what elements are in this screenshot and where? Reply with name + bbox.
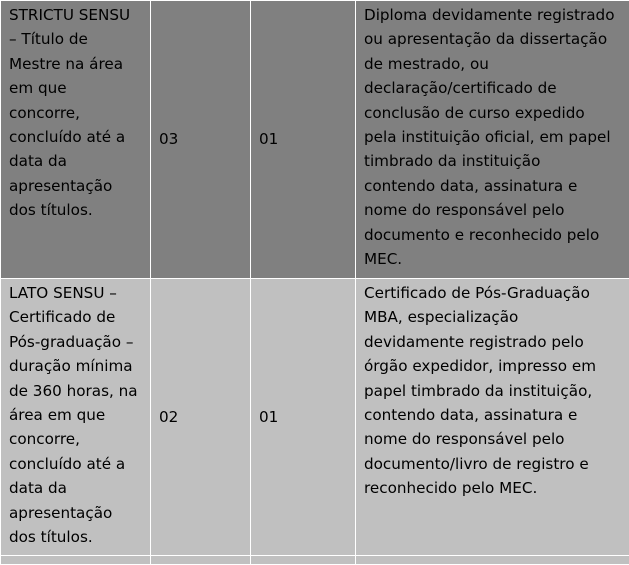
points-per-title-text: 01 bbox=[259, 127, 355, 151]
proof-text: Diploma devidamente registrado ou apresentação da dissertação de mestrado, ou declaração/certificado de conclusão de curso expedido pela instituição oficial, em papel timbrado da instituição contendo data, assinatura e nome do responsável pelo documento e reconhecido pelo MEC. bbox=[364, 3, 629, 271]
table-row bbox=[1, 279, 629, 556]
empty-cell bbox=[356, 556, 629, 565]
points-per-title-cell bbox=[251, 1, 356, 279]
max-points-text: 02 bbox=[159, 405, 250, 429]
title-text: STRICTU SENSU – Título de Mestre na área em que concorre, concluído até a data da apresentação dos títulos. bbox=[9, 3, 150, 223]
empty-cell bbox=[151, 556, 251, 565]
empty-cell bbox=[251, 556, 356, 565]
max-points-cell bbox=[151, 1, 251, 279]
max-points-cell bbox=[151, 279, 251, 556]
max-points-text: 03 bbox=[159, 127, 250, 151]
table-row-partial bbox=[1, 556, 629, 565]
proof-cell bbox=[356, 279, 629, 556]
title-text: LATO SENSU – Certificado de Pós-graduação – duração mínima de 360 horas, na área em que concorre, concluído até a data da apresentação dos títulos. bbox=[9, 281, 150, 549]
empty-cell bbox=[1, 556, 151, 565]
table-row bbox=[1, 1, 629, 279]
points-per-title-text: 01 bbox=[259, 405, 355, 429]
points-per-title-cell bbox=[251, 279, 356, 556]
proof-cell bbox=[356, 1, 629, 279]
proof-text: Certificado de Pós-Graduação MBA, especialização devidamente registrado pelo órgão expedidor, impresso em papel timbrado da instituição, contendo data, assinatura e nome do responsável pelo documento/livro de registro e reconhecido pelo MEC. bbox=[364, 281, 629, 501]
title-cell bbox=[1, 279, 151, 556]
title-cell bbox=[1, 1, 151, 279]
